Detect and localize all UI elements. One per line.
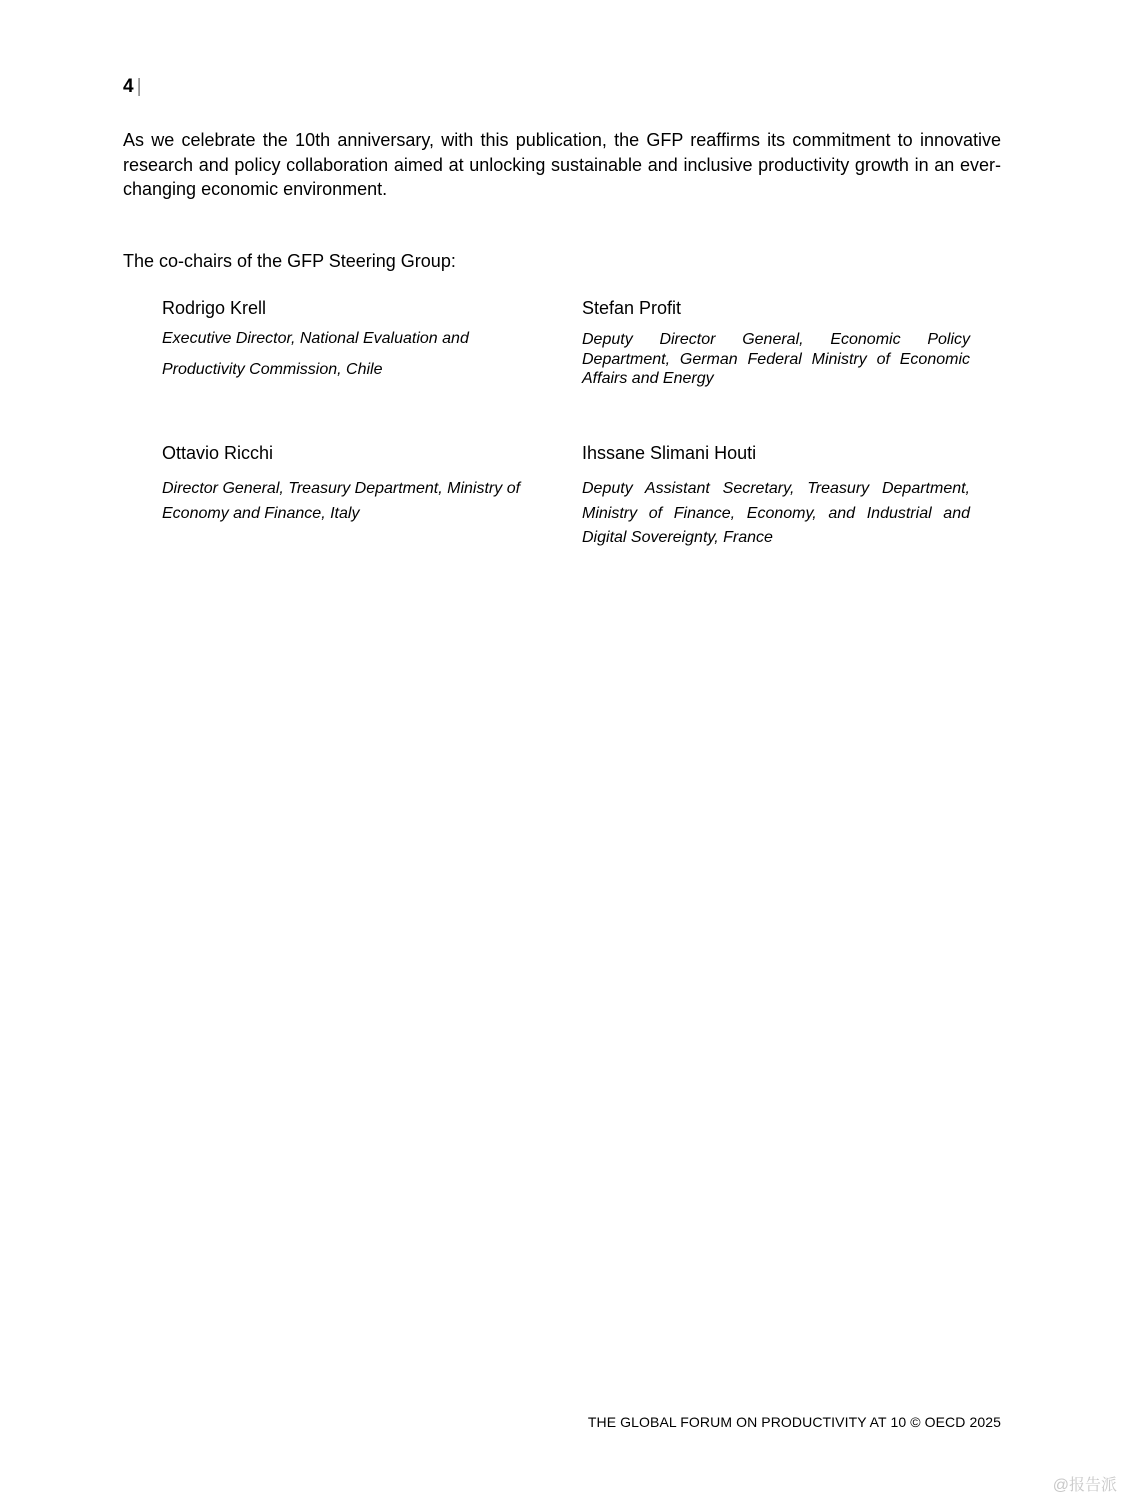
cochairs-heading: The co-chairs of the GFP Steering Group:: [123, 251, 456, 271]
cochair-block-krell: [162, 296, 552, 385]
cochair-role: Executive Director, National Evaluation and Productivity Commission, Chile: [162, 330, 469, 378]
cochair-name: Stefan Profit: [582, 298, 682, 318]
cochair-name: Ihssane Slimani Houti: [582, 443, 757, 463]
page-number-value: 4: [123, 76, 134, 97]
page-number: [123, 75, 142, 99]
watermark: @报告派: [1052, 1477, 1117, 1494]
page-number-separator: |: [136, 76, 142, 97]
cochair-block-slimani-houti: [582, 441, 970, 551]
cochair-role: Deputy Assistant Secretary, Treasury Department, Ministry of Finance, Economy, and Industrial and Digital Sovereignty, France: [582, 480, 970, 546]
cochair-role: Deputy Director General, Economic Policy Department, German Federal Ministry of Economic Affairs and Energy: [582, 331, 970, 387]
intro-paragraph: As we celebrate the 10th anniversary, with this publication, the GFP reaffirms its commitment to innovative research and policy collaboration aimed at unlocking sustainable and inclusive productivity growth in an ever-changing economic environment.: [123, 130, 1001, 199]
page-footer: THE GLOBAL FORUM ON PRODUCTIVITY AT 10 © OECD 2025: [587, 1414, 1001, 1430]
cochair-block-ricchi: [162, 441, 552, 526]
cochair-name: Ottavio Ricchi: [162, 443, 274, 463]
cochair-block-profit: [582, 296, 970, 389]
cochair-name: Rodrigo Krell: [162, 298, 267, 318]
cochair-role: Director General, Treasury Department, Ministry of Economy and Finance, Italy: [162, 480, 521, 522]
